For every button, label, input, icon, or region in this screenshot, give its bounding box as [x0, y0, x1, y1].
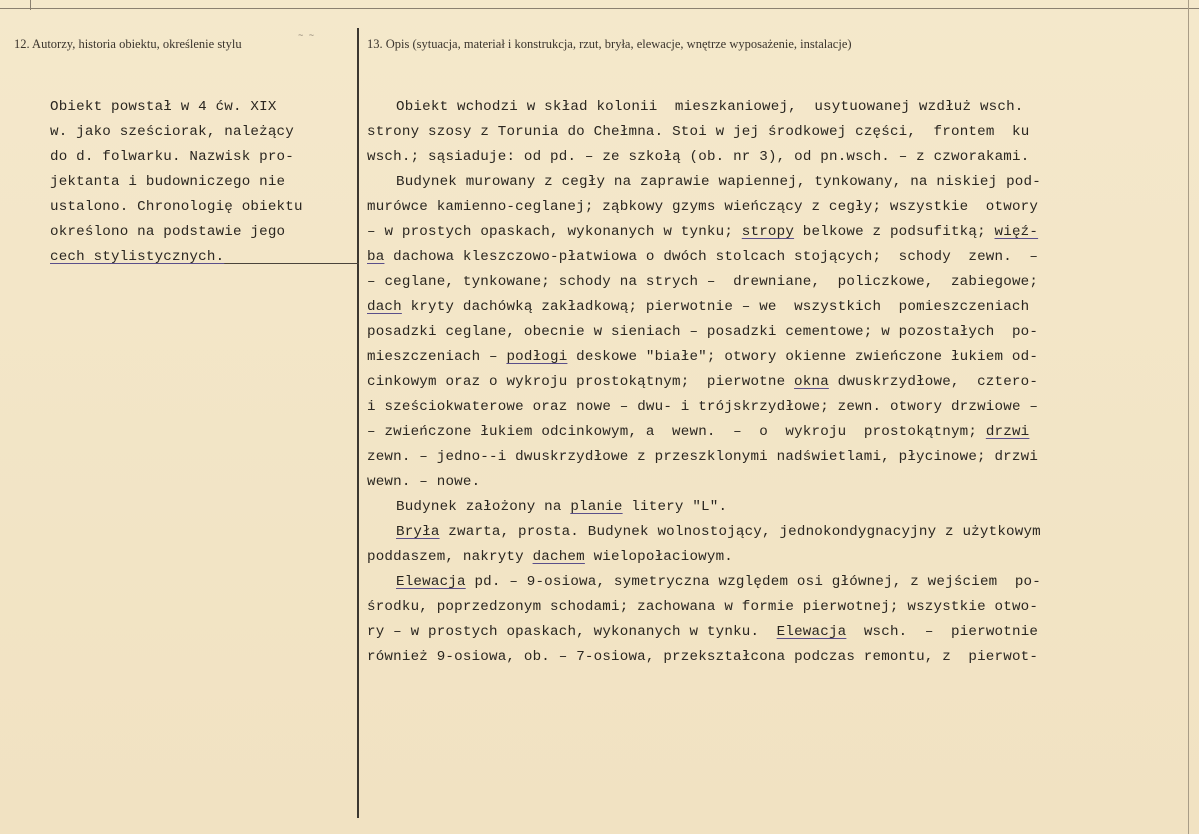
text-line: środku, poprzedzonym schodami; zachowana w formie pierwotnej; wszystkie otwo- — [367, 599, 1039, 615]
right-border-line — [1188, 0, 1189, 834]
text-line: zewn. – jedno--i dwuskrzydłowe z przeszklonymi nadświetlami, płycinowe; drzwi — [367, 449, 1039, 465]
underlined-keyword: stropy — [741, 224, 795, 240]
text-line: murówce kamienno-ceglanej; ząbkowy gzyms wieńczący z cegły; wszystkie otwory — [367, 199, 1039, 215]
text-line: również 9-osiowa, ob. – 7-osiowa, przekształcona podczas remontu, z pierwot- — [367, 649, 1039, 665]
text-line: – w prostych opaskach, wykonanych w tynku; stropy belkowe z podsufitką; więź- — [367, 224, 1039, 240]
underlined-keyword: więź- — [994, 224, 1039, 240]
text-line: do d. folwarku. Nazwisk pro- — [50, 149, 294, 165]
text-line: Budynek murowany z cegły na zaprawie wapiennej, tynkowany, na niskiej pod- — [396, 174, 1041, 190]
text-line: dach kryty dachówką zakładkową; pierwotnie – we wszystkich pomieszczeniach — [367, 299, 1030, 315]
underlined-keyword: ba — [367, 249, 385, 265]
text-line: – zwieńczone łukiem odcinkowym, a wewn. – o wykroju prostokątnym; drzwi — [367, 424, 1030, 440]
text-line: jektanta i budowniczego nie — [50, 174, 286, 190]
underlined-keyword: Elewacja — [776, 624, 847, 640]
underlined-keyword: drzwi — [985, 424, 1030, 440]
text-line: w. jako sześciorak, należący — [50, 124, 294, 140]
text-line: ry – w prostych opaskach, wykonanych w tynku. Elewacja wsch. – pierwotnie — [367, 624, 1039, 640]
authors-history-text — [50, 95, 338, 270]
text-line: ba dachowa kleszczowo-płatwiowa o dwóch stolcach stojących; schody zewn. – — [367, 249, 1039, 265]
text-line: Obiekt wchodzi w skład kolonii mieszkaniowej, usytuowanej wzdłuż wsch. — [396, 99, 1024, 115]
text-line: i sześciokwaterowe oraz nowe – dwu- i trójskrzydłowe; zewn. otwory drzwiowe – — [367, 399, 1039, 415]
stamp-mark: ~ ~ — [298, 31, 315, 41]
text-line: strony szosy z Torunia do Chełmna. Stoi w jej środkowej części, frontem ku — [367, 124, 1030, 140]
text-line: Budynek założony na planie litery "L". — [396, 499, 728, 515]
underlined-keyword: Bryła — [396, 524, 440, 540]
text-line: – ceglane, tynkowane; schody na strych – drewniane, policzkowe, zabiegowe; — [367, 274, 1039, 290]
underlined-keyword: dach — [367, 299, 402, 315]
text-line: cech stylistycznych. — [50, 249, 225, 265]
text-line: Obiekt powstał w 4 ćw. XIX — [50, 99, 277, 115]
underlined-keyword: Elewacja — [396, 574, 466, 590]
text-line: wsch.; sąsiaduje: od pd. – ze szkołą (ob. nr 3), od pn.wsch. – z czworakami. — [367, 149, 1030, 165]
text-line: Bryła zwarta, prosta. Budynek wolnostojący, jednokondygnacyjny z użytkowym — [396, 524, 1041, 540]
text-line: posadzki ceglane, obecnie w sieniach – posadzki cementowe; w pozostałych po- — [367, 324, 1039, 340]
top-border-line — [0, 8, 1199, 9]
text-line: określono na podstawie jego — [50, 224, 286, 240]
column-divider — [357, 28, 359, 818]
text-line: wewn. – nowe. — [367, 474, 481, 490]
underlined-keyword: dachem — [532, 549, 585, 565]
underlined-keyword: okna — [794, 374, 829, 390]
section-13-heading: 13. Opis (sytuacja, materiał i konstrukcja, rzut, bryła, elewacje, wnętrze wyposażenie, instalacje) — [367, 37, 852, 51]
underlined-keyword: planie — [570, 499, 623, 515]
section-12-heading: 12. Autorzy, historia obiektu, określenie stylu — [14, 37, 242, 51]
text-line: cinkowym oraz o wykroju prostokątnym; pierwotne okna dwuskrzydłowe, cztero- — [367, 374, 1039, 390]
underlined-keyword: podłogi — [506, 349, 568, 365]
text-line: ustalono. Chronologię obiektu — [50, 199, 303, 215]
text-line: poddaszem, nakryty dachem wielopołaciowym. — [367, 549, 734, 565]
text-line: Elewacja pd. – 9-osiowa, symetryczna względem osi głównej, z wejściem po- — [396, 574, 1041, 590]
description-text — [367, 95, 1137, 670]
text-line: mieszczeniach – podłogi deskowe "białe"; otwory okienne zwieńczone łukiem od- — [367, 349, 1039, 365]
